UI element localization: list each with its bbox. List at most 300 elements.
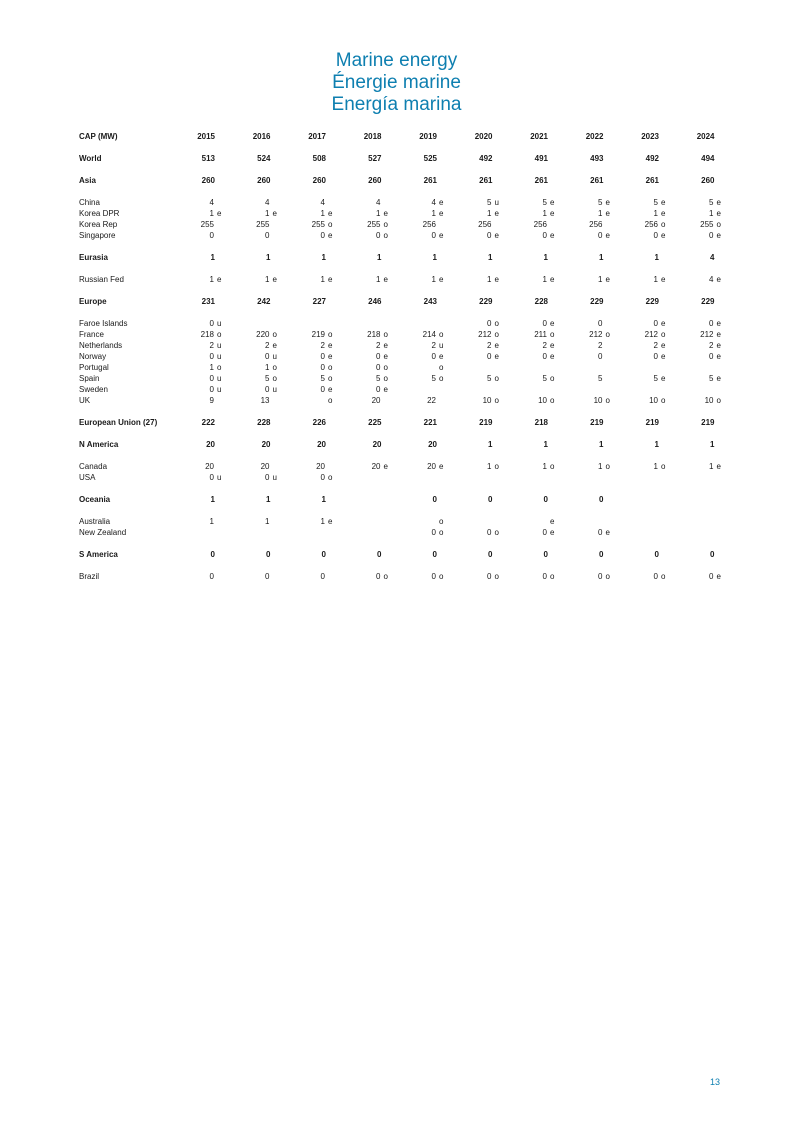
row-label: New Zealand bbox=[79, 528, 127, 537]
value-cell bbox=[399, 362, 455, 373]
cell-flag: o bbox=[383, 572, 388, 581]
value-cell bbox=[621, 395, 677, 406]
value-cell bbox=[344, 329, 400, 340]
row-label: Brazil bbox=[79, 572, 100, 581]
value-cell bbox=[233, 472, 289, 483]
cell-flag: e bbox=[550, 352, 555, 361]
value-cell bbox=[288, 318, 344, 329]
cell-value: 260 bbox=[201, 176, 215, 185]
value-cell bbox=[566, 549, 622, 560]
year-header bbox=[566, 131, 622, 142]
cell-value: 0 bbox=[209, 319, 214, 328]
value-cell bbox=[399, 230, 455, 241]
cell-value: 0 bbox=[488, 495, 493, 504]
cell-value: 261 bbox=[645, 176, 659, 185]
value-cell bbox=[566, 329, 622, 340]
cell-value: 0 bbox=[376, 572, 381, 581]
row-spacer bbox=[76, 428, 732, 439]
value-cell bbox=[177, 351, 233, 362]
value-cell bbox=[177, 494, 233, 505]
value-cell bbox=[566, 472, 622, 483]
cell-value: 0 bbox=[265, 352, 270, 361]
cell-flag: e bbox=[550, 517, 555, 526]
year-header bbox=[233, 131, 289, 142]
cell-value: 13 bbox=[260, 396, 270, 405]
country-row bbox=[76, 318, 732, 329]
cell-value: 1 bbox=[432, 253, 437, 262]
value-cell bbox=[510, 395, 566, 406]
value-cell bbox=[233, 153, 289, 164]
row-spacer bbox=[76, 263, 732, 274]
value-cell bbox=[455, 395, 511, 406]
value-cell bbox=[677, 461, 733, 472]
cell-value: 256 bbox=[644, 220, 658, 229]
cell-value: 0 bbox=[598, 528, 603, 537]
row-label: Netherlands bbox=[79, 341, 123, 350]
cell-value: 0 bbox=[265, 231, 270, 240]
value-cell bbox=[455, 153, 511, 164]
row-label: Faroe Islands bbox=[79, 319, 128, 328]
cell-value: 2 bbox=[431, 341, 436, 350]
value-cell bbox=[344, 373, 400, 384]
cell-flag: u bbox=[217, 319, 222, 328]
cell-value: 0 bbox=[431, 231, 436, 240]
cell-value: 1 bbox=[542, 209, 547, 218]
value-cell bbox=[177, 439, 233, 450]
cell-value: 220 bbox=[256, 330, 270, 339]
row-label: Eurasia bbox=[79, 253, 108, 262]
value-cell bbox=[621, 494, 677, 505]
value-cell bbox=[677, 384, 733, 395]
spacer-cell bbox=[76, 142, 732, 153]
value-cell bbox=[177, 175, 233, 186]
cell-value: 492 bbox=[645, 154, 659, 163]
cell-value: 0 bbox=[431, 352, 436, 361]
value-cell bbox=[177, 384, 233, 395]
cell-value: 0 bbox=[431, 528, 436, 537]
value-cell bbox=[566, 153, 622, 164]
cell-flag: u bbox=[217, 352, 222, 361]
region-total-row bbox=[76, 252, 732, 263]
value-cell bbox=[288, 494, 344, 505]
cell-flag: e bbox=[494, 209, 499, 218]
value-cell bbox=[455, 329, 511, 340]
cell-value: 0 bbox=[487, 352, 492, 361]
cell-value: 4 bbox=[209, 198, 214, 207]
country-row bbox=[76, 340, 732, 351]
cell-flag: e bbox=[494, 352, 499, 361]
cell-value: 255 bbox=[311, 220, 325, 229]
row-spacer bbox=[76, 241, 732, 252]
value-cell bbox=[677, 373, 733, 384]
value-cell bbox=[233, 296, 289, 307]
value-cell bbox=[233, 252, 289, 263]
cell-value: 260 bbox=[368, 176, 382, 185]
cell-value: 0 bbox=[542, 528, 547, 537]
value-cell bbox=[344, 274, 400, 285]
cell-flag: o bbox=[494, 462, 499, 471]
value-cell bbox=[233, 175, 289, 186]
page-titles bbox=[0, 50, 793, 116]
cell-value: 0 bbox=[542, 231, 547, 240]
cell-value: 0 bbox=[320, 352, 325, 361]
value-cell bbox=[399, 373, 455, 384]
value-cell bbox=[677, 472, 733, 483]
cell-value: 5 bbox=[376, 374, 381, 383]
value-cell bbox=[510, 461, 566, 472]
cell-value: 256 bbox=[589, 220, 603, 229]
cell-flag: u bbox=[272, 385, 277, 394]
cell-value: 0 bbox=[598, 352, 603, 361]
cell-value: 22 bbox=[427, 396, 436, 405]
value-cell bbox=[621, 318, 677, 329]
value-cell bbox=[621, 384, 677, 395]
cell-value: 1 bbox=[376, 209, 381, 218]
cell-flag: o bbox=[439, 374, 444, 383]
cell-flag: e bbox=[661, 352, 666, 361]
row-label: S America bbox=[79, 550, 118, 559]
row-label: Asia bbox=[79, 176, 96, 185]
cell-value: 1 bbox=[377, 253, 382, 262]
country-row bbox=[76, 571, 732, 582]
cell-flag: e bbox=[550, 198, 555, 207]
value-cell bbox=[233, 274, 289, 285]
value-cell bbox=[399, 472, 455, 483]
value-cell bbox=[455, 296, 511, 307]
cell-value: 0 bbox=[320, 385, 325, 394]
value-cell bbox=[399, 384, 455, 395]
value-cell bbox=[288, 340, 344, 351]
value-cell bbox=[344, 472, 400, 483]
cell-value: 1 bbox=[487, 275, 492, 284]
year-label: 2023 bbox=[641, 132, 659, 141]
value-cell bbox=[621, 351, 677, 362]
cell-value: 0 bbox=[209, 352, 214, 361]
cell-value: 1 bbox=[542, 275, 547, 284]
cell-flag: e bbox=[661, 319, 666, 328]
value-cell bbox=[344, 395, 400, 406]
cell-flag: e bbox=[383, 462, 388, 471]
cell-flag: e bbox=[605, 275, 610, 284]
cell-flag: o bbox=[661, 572, 666, 581]
cell-flag: u bbox=[272, 473, 277, 482]
cell-value: 0 bbox=[599, 550, 604, 559]
value-cell bbox=[510, 197, 566, 208]
row-spacer bbox=[76, 285, 732, 296]
value-cell bbox=[455, 549, 511, 560]
cell-flag: e bbox=[550, 275, 555, 284]
cell-value: 1 bbox=[210, 495, 215, 504]
cell-value: 229 bbox=[645, 297, 659, 306]
value-cell bbox=[566, 417, 622, 428]
value-cell bbox=[288, 461, 344, 472]
value-cell bbox=[344, 351, 400, 362]
value-cell bbox=[344, 340, 400, 351]
cell-value: 0 bbox=[376, 352, 381, 361]
value-cell bbox=[455, 516, 511, 527]
value-cell bbox=[566, 197, 622, 208]
cell-value: 20 bbox=[205, 462, 214, 471]
cell-value: 5 bbox=[320, 374, 325, 383]
cell-value: 1 bbox=[320, 209, 325, 218]
cell-value: 0 bbox=[654, 550, 659, 559]
value-cell bbox=[677, 197, 733, 208]
cell-value: 0 bbox=[710, 550, 715, 559]
cell-flag: e bbox=[439, 275, 444, 284]
cell-value: 0 bbox=[653, 319, 658, 328]
cell-flag: o bbox=[439, 572, 444, 581]
value-cell bbox=[177, 329, 233, 340]
cell-value: 1 bbox=[709, 462, 714, 471]
cell-value: 1 bbox=[543, 253, 548, 262]
value-cell bbox=[344, 230, 400, 241]
value-cell bbox=[177, 230, 233, 241]
cell-value: 525 bbox=[423, 154, 437, 163]
value-cell bbox=[344, 296, 400, 307]
cell-flag: o bbox=[439, 330, 444, 339]
value-cell bbox=[566, 219, 622, 230]
value-cell bbox=[677, 494, 733, 505]
spacer-cell bbox=[76, 307, 732, 318]
cell-value: 0 bbox=[210, 550, 215, 559]
value-cell bbox=[566, 230, 622, 241]
cell-flag: e bbox=[217, 275, 222, 284]
value-cell bbox=[288, 516, 344, 527]
cell-value: 1 bbox=[210, 253, 215, 262]
cell-value: 227 bbox=[312, 297, 326, 306]
value-cell bbox=[621, 153, 677, 164]
year-label: 2024 bbox=[696, 132, 715, 141]
cell-value: 492 bbox=[479, 154, 493, 163]
value-cell bbox=[233, 373, 289, 384]
value-cell bbox=[621, 175, 677, 186]
row-label: World bbox=[79, 154, 102, 163]
spacer-cell bbox=[76, 428, 732, 439]
value-cell bbox=[677, 153, 733, 164]
country-row bbox=[76, 395, 732, 406]
row-label: Europe bbox=[79, 297, 107, 306]
cell-value: 5 bbox=[487, 198, 492, 207]
cell-flag: e bbox=[716, 341, 721, 350]
value-cell bbox=[344, 516, 400, 527]
cell-value: 0 bbox=[542, 572, 547, 581]
region-total-row bbox=[76, 175, 732, 186]
cell-value: 20 bbox=[372, 440, 382, 449]
cell-value: 211 bbox=[534, 330, 547, 339]
spacer-cell bbox=[76, 538, 732, 549]
value-cell bbox=[344, 461, 400, 472]
value-cell bbox=[344, 175, 400, 186]
value-cell bbox=[677, 395, 733, 406]
value-cell bbox=[677, 516, 733, 527]
cell-flag: e bbox=[328, 341, 333, 350]
cell-value: 5 bbox=[709, 198, 714, 207]
value-cell bbox=[566, 373, 622, 384]
cell-flag: o bbox=[494, 330, 499, 339]
value-cell bbox=[510, 417, 566, 428]
value-cell bbox=[621, 362, 677, 373]
cell-flag: e bbox=[328, 209, 333, 218]
cell-value: 1 bbox=[376, 275, 381, 284]
cell-value: 246 bbox=[368, 297, 382, 306]
value-cell bbox=[566, 208, 622, 219]
cell-flag: e bbox=[439, 209, 444, 218]
cell-flag: e bbox=[716, 198, 721, 207]
value-cell bbox=[288, 472, 344, 483]
value-cell bbox=[677, 230, 733, 241]
year-header bbox=[455, 131, 511, 142]
value-cell bbox=[288, 395, 344, 406]
cell-flag: o bbox=[328, 220, 333, 229]
cell-value: 0 bbox=[209, 374, 214, 383]
cell-value: 219 bbox=[311, 330, 325, 339]
value-cell bbox=[677, 417, 733, 428]
cell-value: 0 bbox=[265, 385, 270, 394]
row-label: USA bbox=[79, 473, 96, 482]
cell-flag: e bbox=[716, 319, 721, 328]
cell-value: 260 bbox=[701, 176, 715, 185]
value-cell bbox=[566, 439, 622, 450]
cell-value: 0 bbox=[709, 319, 714, 328]
cell-value: 5 bbox=[265, 374, 270, 383]
value-cell bbox=[233, 527, 289, 538]
cell-value: 0 bbox=[431, 572, 436, 581]
country-row bbox=[76, 472, 732, 483]
year-header bbox=[677, 131, 733, 142]
cell-flag: o bbox=[661, 462, 666, 471]
value-cell bbox=[399, 351, 455, 362]
cell-flag: u bbox=[494, 198, 499, 207]
cell-value: 0 bbox=[488, 550, 493, 559]
cell-value: 1 bbox=[710, 440, 715, 449]
country-row bbox=[76, 329, 732, 340]
row-label: Norway bbox=[79, 352, 107, 361]
year-label: 2019 bbox=[419, 132, 437, 141]
year-label: 2017 bbox=[308, 132, 326, 141]
cell-flag: e bbox=[328, 385, 333, 394]
title-french: Énergie marine bbox=[332, 72, 461, 93]
value-cell bbox=[621, 516, 677, 527]
cell-value: 4 bbox=[431, 198, 436, 207]
cell-value: 255 bbox=[700, 220, 714, 229]
value-cell bbox=[566, 384, 622, 395]
cell-flag: o bbox=[272, 330, 277, 339]
value-cell bbox=[177, 219, 233, 230]
spacer-cell bbox=[76, 186, 732, 197]
value-cell bbox=[455, 472, 511, 483]
value-cell bbox=[621, 329, 677, 340]
value-cell bbox=[621, 461, 677, 472]
value-cell bbox=[566, 516, 622, 527]
value-cell bbox=[233, 230, 289, 241]
value-cell bbox=[288, 153, 344, 164]
cell-flag: o bbox=[661, 330, 666, 339]
cell-flag: e bbox=[328, 275, 333, 284]
value-cell bbox=[233, 461, 289, 472]
value-cell bbox=[399, 340, 455, 351]
cell-value: 20 bbox=[261, 440, 271, 449]
year-header bbox=[510, 131, 566, 142]
value-cell bbox=[399, 516, 455, 527]
value-cell bbox=[399, 296, 455, 307]
cell-flag: o bbox=[328, 363, 333, 372]
value-cell bbox=[566, 340, 622, 351]
cell-flag: o bbox=[383, 330, 388, 339]
value-cell bbox=[288, 527, 344, 538]
cell-value: 1 bbox=[209, 517, 214, 526]
row-spacer bbox=[76, 307, 732, 318]
title-english: Marine energy bbox=[335, 50, 458, 71]
cell-value: 491 bbox=[534, 154, 548, 163]
row-label: N America bbox=[79, 440, 119, 449]
year-label: 2018 bbox=[363, 132, 382, 141]
cell-value: 0 bbox=[487, 319, 492, 328]
cell-flag: o bbox=[383, 374, 388, 383]
year-label: 2022 bbox=[585, 132, 604, 141]
cell-value: 1 bbox=[209, 209, 214, 218]
value-cell bbox=[510, 472, 566, 483]
cell-flag: o bbox=[605, 572, 610, 581]
cell-flag: e bbox=[328, 231, 333, 240]
value-cell bbox=[510, 230, 566, 241]
value-cell bbox=[399, 395, 455, 406]
value-cell bbox=[233, 516, 289, 527]
value-cell bbox=[233, 208, 289, 219]
country-row bbox=[76, 197, 732, 208]
country-row bbox=[76, 362, 732, 373]
cell-flag: e bbox=[550, 528, 555, 537]
cell-flag: e bbox=[494, 275, 499, 284]
cell-value: 219 bbox=[701, 418, 715, 427]
row-label: Portugal bbox=[79, 363, 109, 372]
cell-value: 0 bbox=[376, 231, 381, 240]
row-spacer bbox=[76, 406, 732, 417]
value-cell bbox=[399, 252, 455, 263]
cell-flag: u bbox=[272, 352, 277, 361]
cell-flag: o bbox=[328, 473, 333, 482]
value-cell bbox=[233, 549, 289, 560]
cell-value: 1 bbox=[487, 209, 492, 218]
value-cell bbox=[177, 527, 233, 538]
value-cell bbox=[344, 252, 400, 263]
region-total-row bbox=[76, 417, 732, 428]
row-label: France bbox=[79, 330, 104, 339]
cell-value: 0 bbox=[598, 572, 603, 581]
cell-value: 0 bbox=[265, 572, 270, 581]
cell-value: 0 bbox=[376, 363, 381, 372]
cell-value: 1 bbox=[320, 517, 325, 526]
cell-flag: e bbox=[661, 198, 666, 207]
value-cell bbox=[177, 296, 233, 307]
country-row bbox=[76, 208, 732, 219]
value-cell bbox=[399, 417, 455, 428]
row-spacer bbox=[76, 164, 732, 175]
cell-flag: o bbox=[550, 396, 555, 405]
region-total-row bbox=[76, 153, 732, 164]
value-cell bbox=[455, 197, 511, 208]
cell-value: 20 bbox=[427, 462, 436, 471]
value-cell bbox=[288, 439, 344, 450]
value-cell bbox=[455, 362, 511, 373]
cell-value: 20 bbox=[317, 440, 326, 449]
value-cell bbox=[344, 494, 400, 505]
value-cell bbox=[233, 384, 289, 395]
cell-flag: o bbox=[383, 231, 388, 240]
cell-flag: e bbox=[494, 231, 499, 240]
value-cell bbox=[455, 208, 511, 219]
cell-flag: o bbox=[439, 363, 444, 372]
page-number: 13 bbox=[709, 1077, 720, 1087]
